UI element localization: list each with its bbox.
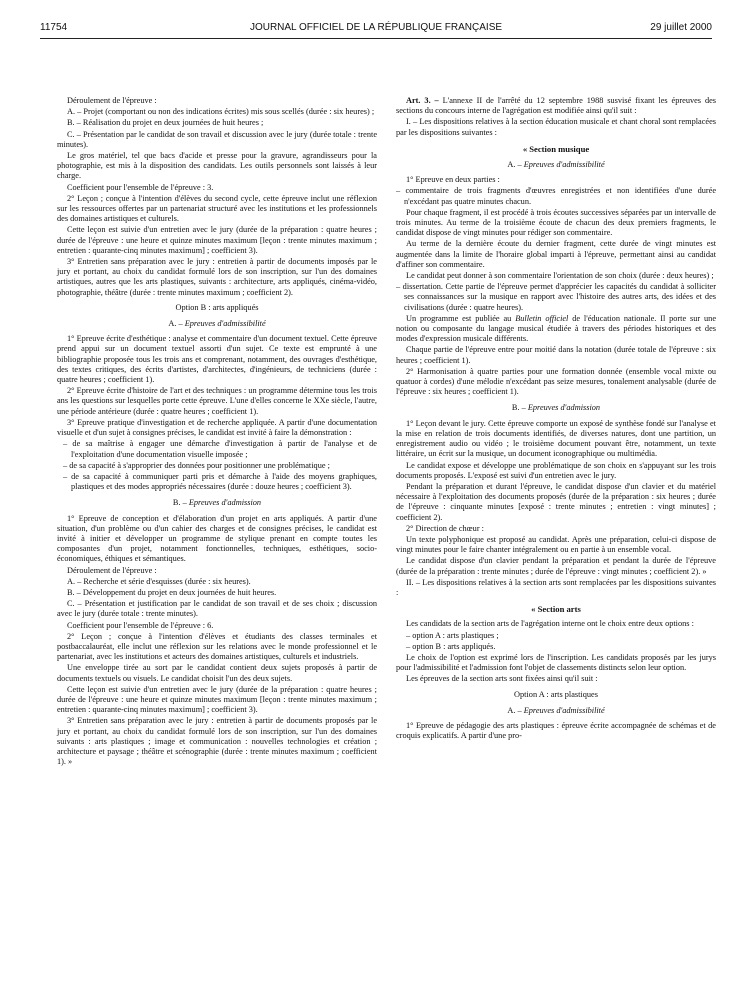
paragraph: 1° Epreuve en deux parties : [406,175,500,185]
paragraph: Coefficient pour l'ensemble de l'épreuve : 3. [67,182,214,192]
paragraph: 1° Epreuve écrite d'esthétique : analyse et commentaire d'un document textuel. Cette épreuve prend appui sur un document textuel assorti d'un sujet. Ce texte est emprunté à une bibliographie proposée tous les trois ans et comprenant, notamment, des ouvrages d'esthétique, des textes critiques, des écrits d'artistes, d'architectes, d'ingénieurs, de techniciens (durée : quatre heures ; coefficient 1). [57,334,377,385]
list-item: – option B : arts appliqués. [406,641,496,651]
paragraph: B. – Développement du projet en deux journées de huit heures. [67,587,277,597]
paragraph: Un texte polyphonique est proposé au candidat. Après une préparation, celui-ci dispose de vingt minutes pour le faire chanter intégralement ou en partie à un ensemble vocal. [396,534,716,555]
article-paragraph: Art. 3. – L'annexe II de l'arrêté du 12 septembre 1988 susvisé fixant les épreuves des sections du concours interne de l'agrégation est modifiée ainsi qu'il suit : [396,96,716,116]
section-heading: A. – Epreuves d'admissibilité [507,705,605,715]
paragraph: Une enveloppe tirée au sort par le candidat contient deux sujets proposés à partir de documents textuels ou visuels. Le candidat choisit l'un des deux sujets. [57,663,377,683]
paragraph: Cette leçon est suivie d'un entretien avec le jury (durée de la préparation : quatre heures ; durée de l'épreuve : une heure et quinze minutes maximum [leçon : trente minutes maximum ; entretien : quarante-cinq minutes maximum] ; coefficient 3). [57,684,377,715]
paragraph: 1° Epreuve de conception et d'élaboration d'un projet en arts appliqués. A partir d'une situation, d'un problème ou d'un cahier des charges et de consignes précises, le candidat est invité à initier et développer un programme de stylique prenant en compte toutes les composantes d'un projet, notamment fonctionnelles, techniques, esthétiques, socio-économiques, éthiques et sémantiques. [57,513,377,564]
paragraph: 3° Epreuve pratique d'investigation et de recherche appliquée. A partir d'une documentation visuelle et d'un sujet à consignes précises, le candidat est invité à faire la démonstration : [57,417,377,438]
paragraph: Pour chaque fragment, il est procédé à trois écoutes successives séparées par un intervalle de trois minutes. Au terme de la troisième écoute de chacun des deux premiers fragments, le candidat dispose de vingt minutes pour rédiger son commentaire. [396,207,716,238]
paragraph: 2° Harmonisation à quatre parties pour une formation donnée (ensemble vocal mixte ou quatuor à cordes) d'une mélodie n'excédant pas seize mesures, tonalement analysable (durée de l'épreuve : six heures ; coefficient 1). [396,366,716,397]
paragraph: Le choix de l'option est exprimé lors de l'inscription. Les candidats proposés par les jurys pour l'admissibilité et l'admission font l'objet de classements distincts selon leur option. [396,652,716,673]
paragraph: Cette leçon est suivie d'un entretien avec le jury (durée de la préparation : quatre heures ; durée de l'épreuve : une heure et quinze minutes maximum [leçon : trente minutes maximum ; entretien : quarante-cinq minutes maximum] ; coefficient 3). [57,225,377,255]
paragraph: 2° Leçon ; conçue à l'intention d'élèves du second cycle, cette épreuve inclut une réflexion sur les ressources offertes par un partenariat structuré avec les institutions et les professionnels des domaines artistiques et culturels. [57,193,377,224]
paragraph: Le gros matériel, tel que bacs d'acide et presse pour la gravure, agrandisseurs pour la photographie, est mis à la disposition des candidats. Les outils personnels sont laissés à leur charge. [57,151,377,181]
journal-title: JOURNAL OFFICIEL DE LA RÉPUBLIQUE FRANÇAISE [249,22,503,33]
paragraph: 1° Leçon devant le jury. Cette épreuve comporte un exposé de synthèse fondé sur l'analyse et la mise en relation de trois documents identifiés, de diverses natures, dont une partition, un enregistrement audio ou vidéo ; le troisième document pouvant être, notamment, un texte littéraire, un écrit sur la musique, un document iconographique ou multimédia. [396,418,716,459]
paragraph: Déroulement de l'épreuve : [67,565,157,575]
paragraph: Un programme est publiée au Bulletin officiel de l'éducation nationale. Il porte sur une notion ou composante du langage musical étudiée à travers des périodes historiques et des modes d'expression musicale différents. [396,313,717,344]
paragraph: II. – Les dispositions relatives à la section arts sont remplacées par les dispositions suivantes : [396,577,716,597]
paragraph: A. – Projet (comportant ou non des indications écrites) mis sous scellés (durée : six heures) ; [67,107,375,117]
list-item: – de sa maîtrise à engager une démarche d'investigation à partir de l'analyse et de l'exploitation d'une documentation visuelle imposée ; [63,439,377,459]
option-heading: Option B : arts appliqués [175,302,259,312]
header-rule [40,38,712,39]
page-header [40,22,712,38]
left-column [57,96,377,768]
paragraph: C. – Présentation et justification par le candidat de son travail et de ses choix ; discussion avec le jury (durée totale : trente minutes). [57,599,377,619]
paragraph: 1° Epreuve de pédagogie des arts plastiques : épreuve écrite accompagnée de schémas et de croquis explicatifs. A partir d'une pro- [396,720,716,741]
paragraph: 2° Leçon ; conçue à l'intention d'élèves et étudiants des classes terminales et postbaccalauréat, elle inclut une réflexion sur les relations avec le monde professionnel et le partenariat, avec les institutions et acteurs des domaines artistiques, culturels et industriels. [57,631,377,662]
paragraph: I. – Les dispositions relatives à la section éducation musicale et chant choral sont remplacées par les dispositions suivantes : [396,117,716,137]
section-title-music: « Section musique [522,143,590,154]
right-column [396,96,716,742]
list-item: – dissertation. Cette partie de l'épreuve permet d'apprécier les capacités du candidat à solliciter ses connaissances sur la musique en rapport avec l'histoire des autres arts, des idées et des civilisations (durée : quatre heures). [396,282,716,312]
section-heading: B. – Epreuves d'admission [511,403,601,413]
paragraph: Le candidat expose et développe une problématique de son choix en s'appuyant sur les trois documents proposés. L'exposé est suivi d'un entretien avec le jury. [396,460,716,480]
issue-date: 29 juillet 2000 [650,22,712,33]
paragraph: Coefficient pour l'ensemble de l'épreuve : 6. [67,620,214,630]
paragraph: Les candidats de la section arts de l'agrégation interne ont le choix entre deux options : [406,619,694,629]
list-item: – de sa capacité à s'approprier des données pour positionner une problématique ; [63,460,330,470]
list-item: – option A : arts plastiques ; [406,630,499,640]
paragraph: B. – Réalisation du projet en deux journées de huit heures ; [67,118,264,128]
page-number: 11754 [40,22,68,33]
option-heading: Option A : arts plastiques [514,689,598,699]
list-item: – de sa capacité à communiquer parti pris et démarche à l'aide des moyens graphiques, plastiques et des modes appropriés nécessaires (durée : douze heures ; coefficient 3). [63,471,377,492]
section-title-arts: « Section arts [531,604,581,615]
section-heading: A. – Epreuves d'admissibilité [507,160,605,170]
paragraph: C. – Présentation par le candidat de son travail et discussion avec le jury (durée totale : trente minutes). [57,129,377,149]
paragraph: Les épreuves de la section arts sont fixées ainsi qu'il suit : [406,674,598,684]
paragraph: Au terme de la dernière écoute du dernier fragment, cette durée de vingt minutes est augmentée dans la limite de l'horaire global imparti à l'épreuve, permettant ainsi au candidat d'affiner son commentaire. [396,239,716,269]
paragraph: 3° Entretien sans préparation avec le jury : entretien à partir de documents imposés par le jury et portant, au choix du candidat formulé lors de son inscription, sur l'un des domaines artistiques, autres que les arts plastiques, suivants : architecture, arts appliqués, cinéma-vidéo, photographie, théâtre (durée : trente minutes maximum ; coefficient 2). [57,257,377,297]
paragraph: 2° Epreuve écrite d'histoire de l'art et des techniques : un programme détermine tous les trois ans les questions sur lesquelles porte cette épreuve. L'une d'elles concerne le XXe siècle, l'autre, une période antérieure (durée : quatre heures ; coefficient 1). [57,386,377,416]
paragraph: 2° Direction de chœur : [406,523,484,533]
paragraph: 3° Entretien sans préparation avec le jury : entretien à partir de documents proposés par le jury et portant, au choix du candidat formulé lors de son inscription, sur l'un des domaines suivants : arts plastiques ; image et communication : nouvelles technologies et création ; architecture et paysage ; théâtre et scénographie (durée : trente minutes maximum ; coefficient 1). » [57,716,377,767]
paragraph: Déroulement de l'épreuve : [67,96,157,105]
paragraph: Le candidat peut donner à son commentaire l'orientation de son choix (durée : deux heures) ; [406,271,714,281]
section-heading: A. – Epreuves d'admissibilité [168,319,266,329]
section-heading: B. – Epreuves d'admission [172,498,262,508]
paragraph: A. – Recherche et série d'esquisses (durée : six heures). [67,576,251,586]
paragraph: Chaque partie de l'épreuve entre pour moitié dans la notation (durée totale de l'épreuve : six heures ; coefficient 1). [396,345,716,365]
paragraph: Pendant la préparation et durant l'épreuve, le candidat dispose d'un clavier et du matériel nécessaire à l'exploitation des documents proposés (durée de la préparation : six heures ; durée de l'épreuve : cinquante minutes [exposé : trente minutes ; entretien : vingt minutes] ; coefficient 2). [396,481,716,522]
paragraph: Le candidat dispose d'un clavier pendant la préparation et pendant la durée de l'épreuve (durée de la préparation : trente minutes ; durée de l'épreuve : vingt minutes ; coefficient 2). » [396,556,716,576]
list-item: – commentaire de trois fragments d'œuvres enregistrées et non identifiées d'une durée n'excédant pas quatre minutes chacun. [396,186,716,206]
